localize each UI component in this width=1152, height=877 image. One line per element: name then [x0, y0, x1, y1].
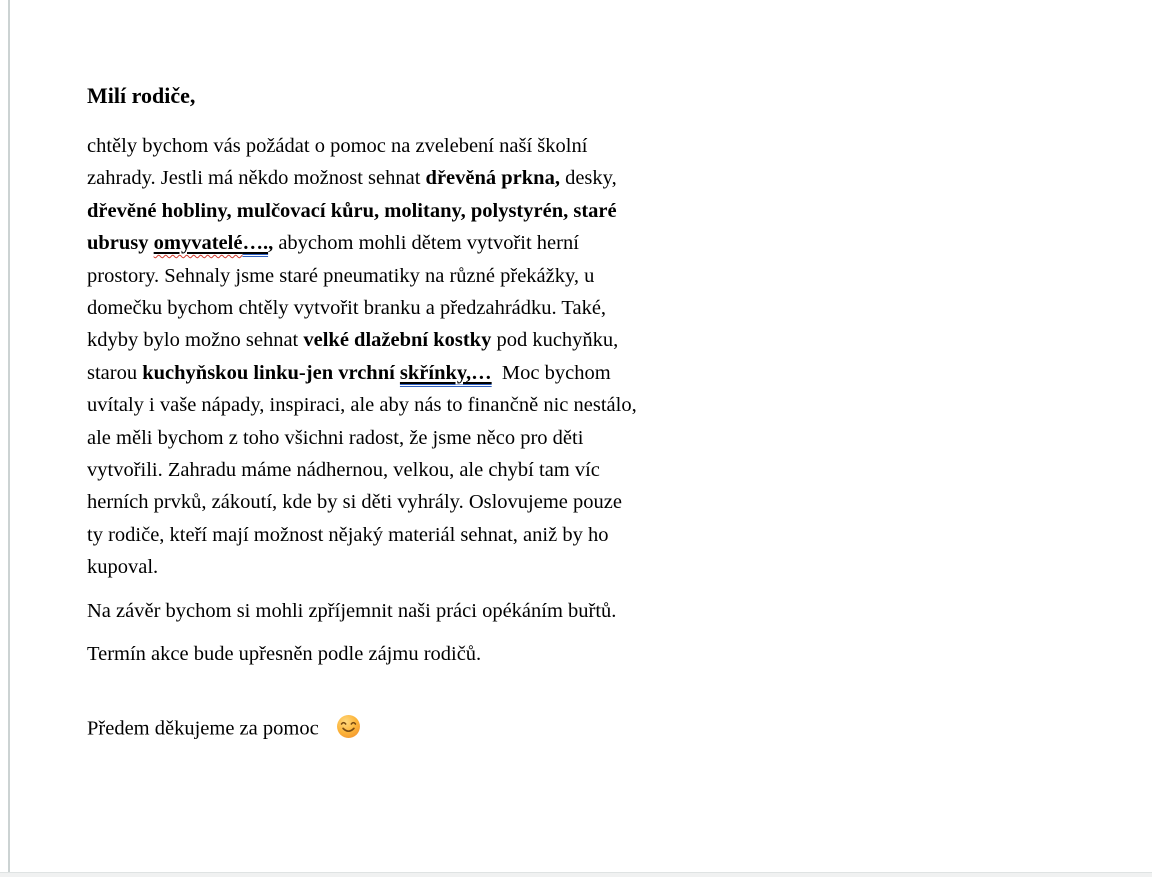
text-run: kuchyňskou linku-jen vrchní [142, 361, 400, 384]
paragraph [87, 595, 643, 627]
text-run: velké dlažební kostky [303, 329, 492, 352]
spellcheck-underline: omyvatelé [153, 232, 243, 255]
paragraph [87, 682, 643, 750]
text-run: abychom mohli dětem vytvořit herní prostory. Sehnaly jsme staré pneumatiky na různé překážky, u domečku bychom chtěly vytvořit branku a předzahrádku. Také, kdyby bylo možno sehnat [87, 232, 612, 352]
text-run: Předem děkujeme za pomoc [87, 716, 324, 739]
horizontal-scrollbar-track[interactable] [0, 872, 1152, 877]
text-run [154, 232, 243, 254]
document-heading: Milí rodiče, [87, 83, 196, 108]
text-run [400, 362, 492, 384]
paragraph [87, 130, 643, 584]
grammar-underline: skřínky,… [399, 361, 492, 384]
text-run: desky, [559, 167, 622, 190]
text-run: chtěly bychom vás požádat o pomoc na zvelebení naší školní zahrady. Jestli má někdo možnost sehnat [87, 135, 593, 190]
text-run: dřevěná prkna, [425, 167, 560, 190]
text-run: Termín akce bude upřesněn podle zájmu rodičů. [87, 643, 482, 666]
text-run: dřevěné hobliny, mulčovací kůru, molitany, polystyrén, staré ubrusy [87, 199, 622, 255]
document-page[interactable] [87, 82, 643, 760]
text-run: , [268, 232, 274, 255]
page-edge-divider [8, 0, 10, 877]
text-run: Na závěr bychom si mohli zpříjemnit naši práci opékáním buřtů. [87, 599, 617, 622]
text-run: pod kuchyňku, starou [87, 329, 624, 384]
text-run: Moc bychom uvítaly i vaše nápady, inspiraci, ale aby nás to finančně nic nestálo, ale měli bychom z toho všichni radost, že jsme něco pro děti vytvořili. Zahradu máme nádhernou, velkou, ale chybí tam víc herních prvků, zákoutí, kde by si děti vyhrály. Oslovujeme pouze ty rodiče, kteří mají možnost nějaký materiál sehnat, aniž by ho kupoval. [87, 361, 642, 579]
paragraph [87, 638, 643, 670]
grammar-underline: …. [242, 232, 269, 255]
text-run [242, 232, 268, 254]
smiling-face-emoji [326, 682, 361, 750]
document-body [87, 130, 643, 749]
